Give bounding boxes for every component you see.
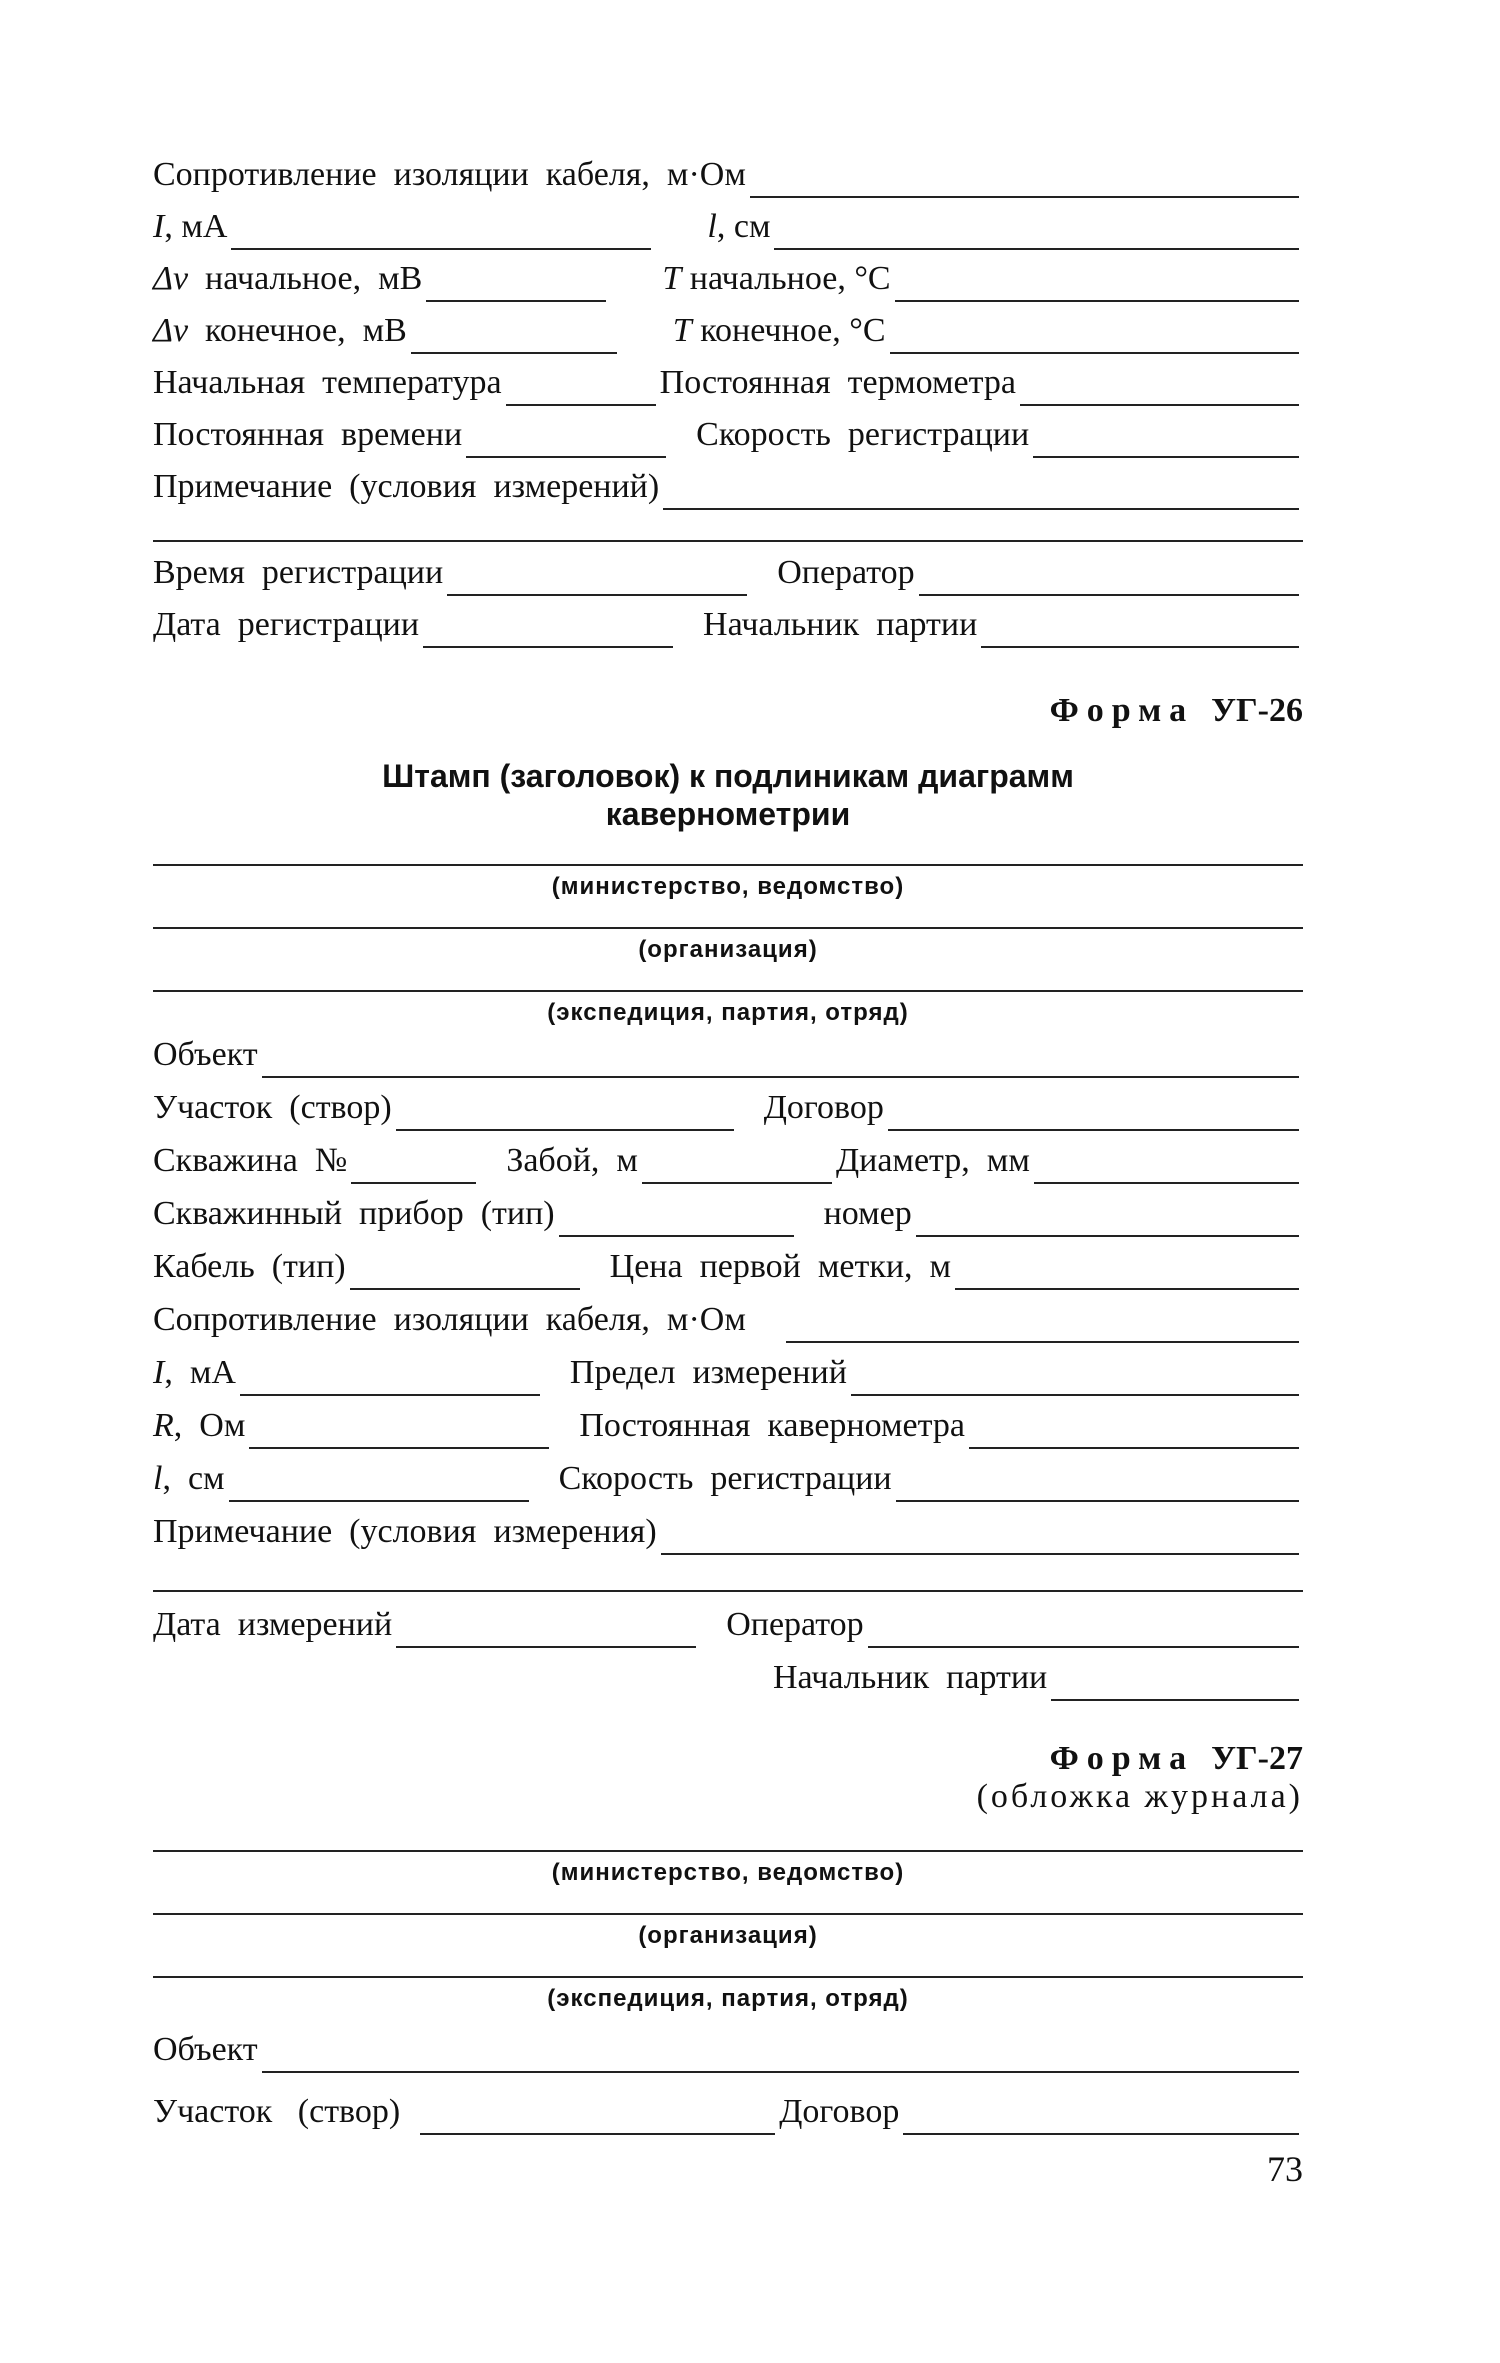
insulation-resistance-field[interactable] xyxy=(750,156,1299,198)
recording-speed-field[interactable] xyxy=(1033,416,1299,458)
contract-label-2: Договор xyxy=(779,2093,900,2130)
note-field[interactable] xyxy=(663,468,1299,510)
temperature-row xyxy=(153,354,1303,406)
final-values-row xyxy=(153,302,1303,354)
organization-field[interactable] xyxy=(153,927,1303,929)
current-label: I, мА xyxy=(153,208,228,245)
final-t-label: T конечное, °С xyxy=(672,312,886,349)
contract-label: Договор xyxy=(763,1089,884,1126)
expedition-caption: (экспедиция, партия, отряд) xyxy=(547,999,909,1026)
insulation-label: Сопротивление изоляции кабеля, м·Ом xyxy=(153,1301,746,1338)
insulation-resistance-row xyxy=(153,146,1303,198)
length-field-2[interactable] xyxy=(229,1460,529,1502)
resistance-row xyxy=(153,1397,1303,1449)
time-constant-row xyxy=(153,406,1303,458)
section-row-2 xyxy=(153,2083,1303,2135)
measurement-date-field[interactable] xyxy=(396,1606,696,1648)
note-row-2 xyxy=(153,1503,1303,1555)
note-label-2: Примечание (условия измерения) xyxy=(153,1513,657,1550)
ministry-caption-2: (министерство, ведомство) xyxy=(551,1859,905,1886)
organization-caption-2: (организация) xyxy=(638,1922,818,1949)
first-mark-label: Цена первой метки, м xyxy=(609,1248,952,1285)
object-label-2: Объект xyxy=(153,2031,258,2068)
final-dv-label: Δv конечное, мВ xyxy=(153,312,407,349)
party-chief-label-2: Начальник партии xyxy=(773,1659,1048,1696)
recording-date-field[interactable] xyxy=(423,606,673,648)
operator-label: Оператор xyxy=(777,554,915,591)
contract-field[interactable] xyxy=(888,1089,1299,1131)
initial-t-label: T начальное, °С xyxy=(662,260,891,297)
object-row-2 xyxy=(153,2021,1303,2073)
party-chief-label: Начальник партии xyxy=(703,606,978,643)
form-ug26-heading: Штамп (заголовок) к подлиникам диаграмм кавернометрии xyxy=(382,758,1074,833)
cable-row xyxy=(153,1238,1303,1290)
note-label: Примечание (условия измерений) xyxy=(153,468,660,505)
section-field-2[interactable] xyxy=(420,2093,775,2135)
object-row xyxy=(153,1026,1303,1078)
recording-time-label: Время регистрации xyxy=(153,554,444,591)
final-dv-field[interactable] xyxy=(411,312,617,354)
section-row xyxy=(153,1079,1303,1131)
section-field[interactable] xyxy=(396,1089,734,1131)
bottom-label: Забой, м xyxy=(506,1142,638,1179)
page-number: 73 xyxy=(1267,2149,1303,2189)
form-ug27-subtitle: (обложка журнала) xyxy=(976,1778,1303,1815)
time-constant-field[interactable] xyxy=(466,416,666,458)
well-row xyxy=(153,1132,1303,1184)
first-mark-field[interactable] xyxy=(955,1248,1299,1290)
insulation-field[interactable] xyxy=(786,1301,1299,1343)
initial-temperature-field[interactable] xyxy=(506,364,656,406)
final-t-field[interactable] xyxy=(890,312,1299,354)
note-continuation-field[interactable] xyxy=(153,540,1303,542)
recording-date-label: Дата регистрации xyxy=(153,606,420,643)
measurement-date-label: Дата измерений xyxy=(153,1606,393,1643)
form-ug27-title: Форма УГ-27 xyxy=(1049,1740,1303,1777)
speed-label: Скорость регистрации xyxy=(558,1460,892,1497)
contract-field-2[interactable] xyxy=(903,2093,1299,2135)
current-limit-row xyxy=(153,1344,1303,1396)
caliper-constant-label: Постоянная кавернометра xyxy=(579,1407,965,1444)
device-field[interactable] xyxy=(559,1195,794,1237)
note-continuation-field-2[interactable] xyxy=(153,1590,1303,1592)
ministry-field-2[interactable] xyxy=(153,1850,1303,1852)
organization-caption: (организация) xyxy=(638,936,818,963)
note-row xyxy=(153,458,1303,510)
object-field[interactable] xyxy=(262,1036,1299,1078)
note-field-2[interactable] xyxy=(661,1513,1299,1555)
device-number-field[interactable] xyxy=(916,1195,1299,1237)
party-chief-field[interactable] xyxy=(981,606,1299,648)
initial-dv-field[interactable] xyxy=(426,260,606,302)
expedition-caption-2: (экспедиция, партия, отряд) xyxy=(547,1985,909,2012)
current-field-2[interactable] xyxy=(240,1354,540,1396)
resistance-label: R, Ом xyxy=(153,1407,246,1444)
resistance-field[interactable] xyxy=(249,1407,549,1449)
expedition-field-2[interactable] xyxy=(153,1976,1303,1978)
cable-label: Кабель (тип) xyxy=(153,1248,346,1285)
limit-label: Предел измерений xyxy=(569,1354,847,1391)
operator-label-2: Оператор xyxy=(726,1606,864,1643)
caliper-constant-field[interactable] xyxy=(969,1407,1299,1449)
well-label: Скважина № xyxy=(153,1142,348,1179)
object-label: Объект xyxy=(153,1036,258,1073)
bottom-field[interactable] xyxy=(642,1142,832,1184)
form-ug26-title: Форма УГ-26 xyxy=(1049,692,1303,729)
length-label: l, см xyxy=(707,208,771,245)
time-constant-label: Постоянная времени xyxy=(153,416,463,453)
length-label-2: l, см xyxy=(153,1460,225,1497)
recording-date-row xyxy=(153,596,1303,648)
limit-field[interactable] xyxy=(851,1354,1299,1396)
thermometer-constant-label: Постоянная термометра xyxy=(659,364,1016,401)
diameter-field[interactable] xyxy=(1034,1142,1299,1184)
measurement-date-row xyxy=(153,1596,1303,1648)
insulation-row xyxy=(153,1291,1303,1343)
section-label: Участок (створ) xyxy=(153,1089,392,1126)
operator-field[interactable] xyxy=(919,554,1299,596)
length-speed-row xyxy=(153,1450,1303,1502)
length-field[interactable] xyxy=(774,208,1299,250)
recording-time-field[interactable] xyxy=(447,554,747,596)
party-chief-field-2[interactable] xyxy=(1051,1659,1299,1701)
current-length-row xyxy=(153,198,1303,250)
initial-values-row xyxy=(153,250,1303,302)
cable-field[interactable] xyxy=(350,1248,580,1290)
device-number-label: номер xyxy=(823,1195,912,1232)
initial-temperature-label: Начальная температура xyxy=(153,364,502,401)
party-chief-row xyxy=(153,1649,1303,1701)
organization-field-2[interactable] xyxy=(153,1913,1303,1915)
recording-speed-label: Скорость регистрации xyxy=(696,416,1030,453)
thermometer-constant-field[interactable] xyxy=(1020,364,1299,406)
section-label-2: Участок (створ) xyxy=(153,2093,401,2130)
ministry-field[interactable] xyxy=(153,864,1303,866)
device-row xyxy=(153,1185,1303,1237)
current-label-2: I, мА xyxy=(153,1354,236,1391)
initial-t-field[interactable] xyxy=(895,260,1299,302)
operator-field-2[interactable] xyxy=(868,1606,1299,1648)
ministry-caption: (министерство, ведомство) xyxy=(551,873,905,900)
expedition-field[interactable] xyxy=(153,990,1303,992)
insulation-resistance-label: Сопротивление изоляции кабеля, м·Ом xyxy=(153,156,746,193)
initial-dv-label: Δv начальное, мВ xyxy=(153,260,423,297)
current-field[interactable] xyxy=(231,208,651,250)
device-label: Скважинный прибор (тип) xyxy=(153,1195,555,1232)
recording-time-row xyxy=(153,544,1303,596)
object-field-2[interactable] xyxy=(262,2031,1299,2073)
well-field[interactable] xyxy=(351,1142,476,1184)
diameter-label: Диаметр, мм xyxy=(835,1142,1030,1179)
speed-field[interactable] xyxy=(896,1460,1299,1502)
